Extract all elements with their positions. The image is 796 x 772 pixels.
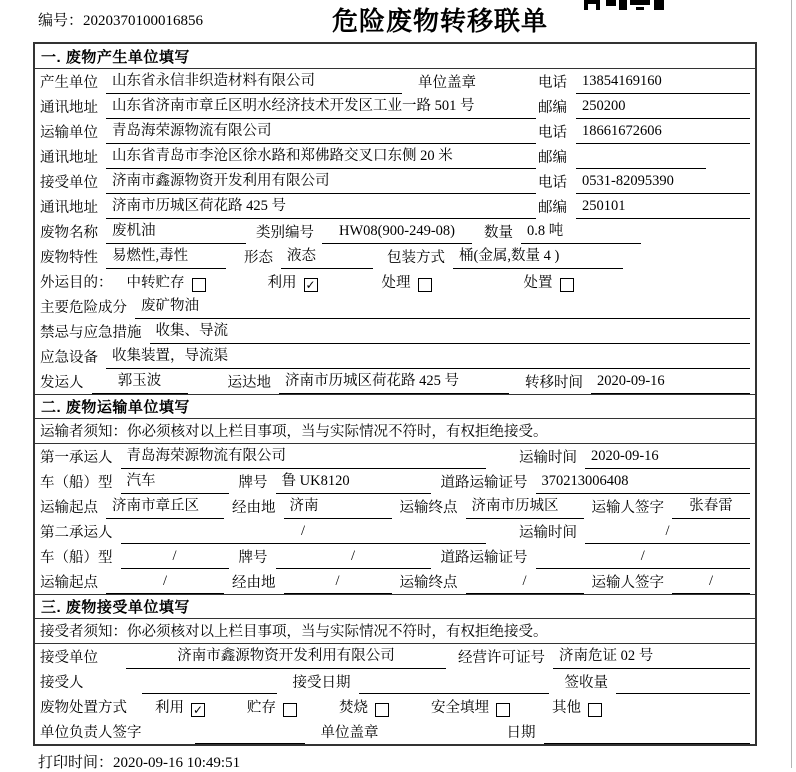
producer-address-label: 通讯地址 bbox=[40, 100, 98, 116]
producer-zip-label: 邮编 bbox=[538, 100, 567, 116]
row-transporter-address bbox=[35, 144, 755, 169]
route2-start-value: / bbox=[106, 571, 224, 594]
producer-zip-value: 250200 bbox=[576, 96, 750, 119]
transporter-value: 青岛海荣源物流有限公司 bbox=[106, 121, 536, 144]
transporter-notice-text: 运输者须知：你必须核对以上栏目事项，当与实际情况不符时，有权拒绝接受。 bbox=[40, 424, 548, 440]
route1-via-label: 经由地 bbox=[232, 500, 276, 516]
row-transfer-purpose bbox=[35, 269, 755, 294]
acceptor-value bbox=[142, 692, 277, 694]
waste-name-value: 废机油 bbox=[106, 221, 246, 244]
checkmark: ✓ bbox=[192, 703, 204, 717]
receiver-label: 接受单位 bbox=[40, 175, 98, 191]
transporter-phone-value: 18661672606 bbox=[576, 121, 750, 144]
vehicle1-plate-label: 牌号 bbox=[238, 475, 268, 491]
row-transporter-notice bbox=[35, 419, 755, 444]
waste-form-value: 液态 bbox=[281, 246, 373, 269]
transporter-phone-label: 电话 bbox=[538, 125, 567, 141]
waste-pack-value: 桶(金属,数量 4 ) bbox=[453, 246, 623, 269]
purpose-option-dispose-label: 处置 bbox=[523, 275, 553, 291]
row-route1 bbox=[35, 494, 755, 519]
route1-end-value: 济南市历城区 bbox=[466, 496, 584, 519]
disposal-option-incinerate-label: 焚烧 bbox=[339, 700, 368, 716]
document-number-label: 编号： bbox=[38, 13, 84, 29]
waste-form-label: 形态 bbox=[244, 250, 273, 266]
hazard-value: 废矿物油 bbox=[135, 296, 750, 319]
document-number bbox=[38, 9, 203, 30]
route2-via-label: 经由地 bbox=[232, 575, 276, 591]
row-transporter bbox=[35, 119, 755, 144]
row-producer bbox=[35, 69, 755, 94]
carrier2-time-value: / bbox=[585, 521, 750, 544]
disposal-option-use-label: 利用 bbox=[155, 700, 184, 716]
row-carrier1 bbox=[35, 444, 755, 469]
disposal-label: 废物处置方式 bbox=[40, 700, 127, 716]
vehicle1-permit-label: 道路运输证号 bbox=[440, 475, 528, 491]
destination-value: 济南市历城区荷花路 425 号 bbox=[279, 371, 509, 394]
dispatcher-label: 发运人 bbox=[40, 375, 84, 391]
producer-address-value: 山东省济南市章丘区明水经济技术开发区工业一路 501 号 bbox=[106, 96, 536, 119]
producer-phone-label: 电话 bbox=[538, 75, 567, 91]
waste-transfer-form bbox=[33, 42, 757, 746]
section2-header: 二. 废物运输单位填写 bbox=[35, 394, 755, 419]
acceptor-label: 接受人 bbox=[40, 675, 84, 691]
row-carrier2 bbox=[35, 519, 755, 544]
route1-via-value: 济南 bbox=[284, 496, 392, 519]
route1-sign-label: 运输人签字 bbox=[591, 500, 664, 516]
accept-date-value bbox=[359, 692, 549, 694]
unit-seal-label: 单位盖章 bbox=[320, 725, 379, 741]
vehicle2-permit-label: 道路运输证号 bbox=[440, 550, 528, 566]
license-value: 济南危证 02 号 bbox=[553, 646, 750, 669]
carrier1-label: 第一承运人 bbox=[40, 450, 113, 466]
equipment-label: 应急设备 bbox=[40, 350, 98, 366]
carrier2-value: / bbox=[121, 521, 486, 544]
row-hazard-component bbox=[35, 294, 755, 319]
print-time-value: 2020-09-16 10:49:51 bbox=[113, 755, 241, 771]
transporter-label: 运输单位 bbox=[40, 125, 98, 141]
responsible-sign-value bbox=[195, 742, 305, 744]
row-vehicle2 bbox=[35, 544, 755, 569]
transporter-zip-value bbox=[576, 167, 706, 169]
carrier2-label: 第二承运人 bbox=[40, 525, 113, 541]
vehicle1-permit-value: 370213006408 bbox=[536, 471, 751, 494]
destination-label: 运达地 bbox=[227, 375, 271, 391]
qr-code-icon bbox=[584, 0, 664, 10]
row-producer-address bbox=[35, 94, 755, 119]
vehicle1-plate-value: 鲁 UK8120 bbox=[276, 471, 431, 494]
producer-value: 山东省永信非织造材料有限公司 bbox=[106, 71, 402, 94]
row-disposal-method bbox=[35, 694, 755, 719]
signed-qty-value bbox=[616, 692, 750, 694]
receiver-phone-value: 0531-82095390 bbox=[576, 171, 750, 194]
receiver-address-label: 通讯地址 bbox=[40, 200, 98, 216]
carrier1-time-value: 2020-09-16 bbox=[585, 446, 750, 469]
equipment-value: 收集装置，导流渠 bbox=[106, 346, 750, 369]
purpose-option-treat-label: 处理 bbox=[381, 275, 411, 291]
disposal-option-use-checkbox bbox=[191, 703, 205, 717]
document-number-value: 2020370100016856 bbox=[83, 13, 204, 29]
responsible-sign-label: 单位负责人签字 bbox=[40, 725, 142, 741]
route2-sign-label: 运输人签字 bbox=[591, 575, 664, 591]
waste-traits-value: 易燃性,毒性 bbox=[106, 246, 226, 269]
disposal-option-landfill-checkbox bbox=[496, 703, 510, 717]
disposal-option-incinerate-checkbox bbox=[375, 703, 389, 717]
waste-pack-label: 包装方式 bbox=[387, 250, 445, 266]
page-title: 危险废物转移联单 bbox=[332, 6, 549, 36]
waste-traits-label: 废物特性 bbox=[40, 250, 98, 266]
row-acceptor bbox=[35, 669, 755, 694]
print-time bbox=[38, 751, 240, 772]
sign-date-label: 日期 bbox=[506, 725, 536, 741]
row-accept-unit bbox=[35, 644, 755, 669]
waste-qty-label: 数量 bbox=[484, 225, 513, 241]
checkmark: ✓ bbox=[305, 278, 316, 292]
route1-start-value: 济南市章丘区 bbox=[106, 496, 224, 519]
purpose-option-dispose-checkbox bbox=[560, 278, 574, 292]
receiver-address-value: 济南市历城区荷花路 425 号 bbox=[106, 196, 536, 219]
carrier2-time-label: 运输时间 bbox=[519, 525, 577, 541]
disposal-option-storage-label: 贮存 bbox=[247, 700, 276, 716]
receiver-notice-text: 接受者须知：你必须核对以上栏目事项，当与实际情况不符时，有权拒绝接受。 bbox=[40, 624, 548, 640]
page-right-edge bbox=[791, 0, 792, 768]
row-dispatch bbox=[35, 369, 755, 394]
carrier1-time-label: 运输时间 bbox=[519, 450, 577, 466]
disposal-option-storage-checkbox bbox=[283, 703, 297, 717]
hazard-label: 主要危险成分 bbox=[40, 300, 127, 316]
row-waste-name bbox=[35, 219, 755, 244]
taboo-value: 收集、导流 bbox=[150, 321, 751, 344]
accept-date-label: 接受日期 bbox=[292, 675, 351, 691]
disposal-option-landfill-label: 安全填埋 bbox=[431, 700, 489, 716]
transfer-time-label: 转移时间 bbox=[525, 375, 583, 391]
row-receiver bbox=[35, 169, 755, 194]
waste-qty-value: 0.8 吨 bbox=[521, 221, 641, 244]
disposal-option-other-checkbox bbox=[588, 703, 602, 717]
row-responsible-signature bbox=[35, 719, 755, 744]
taboo-label: 禁忌与应急措施 bbox=[40, 325, 142, 341]
route2-sign-value: / bbox=[672, 571, 750, 594]
route2-via-value: / bbox=[284, 571, 392, 594]
vehicle2-type-value: / bbox=[121, 546, 229, 569]
receiver-value: 济南市鑫源物资开发利用有限公司 bbox=[106, 171, 536, 194]
accept-unit-label: 接受单位 bbox=[40, 650, 98, 666]
section3-header: 三. 废物接受单位填写 bbox=[35, 594, 755, 619]
accept-unit-value: 济南市鑫源物资开发利用有限公司 bbox=[126, 646, 446, 669]
route1-sign-value: 张春雷 bbox=[672, 496, 750, 519]
license-label: 经营许可证号 bbox=[458, 650, 545, 666]
vehicle2-plate-value: / bbox=[276, 546, 431, 569]
waste-code-label: 类别编号 bbox=[256, 225, 314, 241]
receiver-zip-label: 邮编 bbox=[538, 200, 567, 216]
transfer-time-value: 2020-09-16 bbox=[591, 371, 750, 394]
vehicle1-type-label: 车（船）型 bbox=[40, 475, 113, 491]
row-vehicle1 bbox=[35, 469, 755, 494]
row-taboo-measures bbox=[35, 319, 755, 344]
vehicle2-permit-value: / bbox=[536, 546, 751, 569]
disposal-option-other-label: 其他 bbox=[552, 700, 581, 716]
vehicle2-plate-label: 牌号 bbox=[238, 550, 268, 566]
carrier1-value: 青岛海荣源物流有限公司 bbox=[121, 446, 486, 469]
route2-start-label: 运输起点 bbox=[40, 575, 98, 591]
route2-end-label: 运输终点 bbox=[399, 575, 458, 591]
producer-phone-value: 13854169160 bbox=[576, 71, 750, 94]
route1-end-label: 运输终点 bbox=[399, 500, 458, 516]
vehicle1-type-value: 汽车 bbox=[121, 471, 229, 494]
transporter-address-label: 通讯地址 bbox=[40, 150, 98, 166]
purpose-option-treat-checkbox bbox=[418, 278, 432, 292]
purpose-option-use-label: 利用 bbox=[267, 275, 297, 291]
row-route2 bbox=[35, 569, 755, 594]
purpose-option-storage-checkbox bbox=[192, 278, 206, 292]
receiver-phone-label: 电话 bbox=[538, 175, 567, 191]
producer-seal-label: 单位盖章 bbox=[418, 75, 476, 91]
purpose-option-use-checkbox bbox=[304, 278, 318, 292]
purpose-option-storage-label: 中转贮存 bbox=[126, 275, 185, 291]
vehicle2-type-label: 车（船）型 bbox=[40, 550, 113, 566]
receiver-zip-value: 250101 bbox=[576, 196, 750, 219]
row-waste-traits bbox=[35, 244, 755, 269]
print-time-label: 打印时间： bbox=[38, 755, 114, 771]
producer-label: 产生单位 bbox=[40, 75, 98, 91]
section1-header: 一. 废物产生单位填写 bbox=[35, 44, 755, 69]
dispatcher-value: 郭玉波 bbox=[92, 371, 188, 394]
transporter-zip-label: 邮编 bbox=[538, 150, 567, 166]
signed-qty-label: 签收量 bbox=[564, 675, 608, 691]
row-receiver-address bbox=[35, 194, 755, 219]
purpose-label: 外运目的： bbox=[40, 275, 113, 291]
route2-end-value: / bbox=[466, 571, 584, 594]
waste-code-value: HW08(900-249-08) bbox=[322, 221, 472, 244]
sign-date-value bbox=[544, 742, 751, 744]
row-receiver-notice bbox=[35, 619, 755, 644]
transporter-address-value: 山东省青岛市李沧区徐水路和郑佛路交叉口东侧 20 米 bbox=[106, 146, 536, 169]
row-emergency-equipment bbox=[35, 344, 755, 369]
route1-start-label: 运输起点 bbox=[40, 500, 98, 516]
waste-name-label: 废物名称 bbox=[40, 225, 98, 241]
